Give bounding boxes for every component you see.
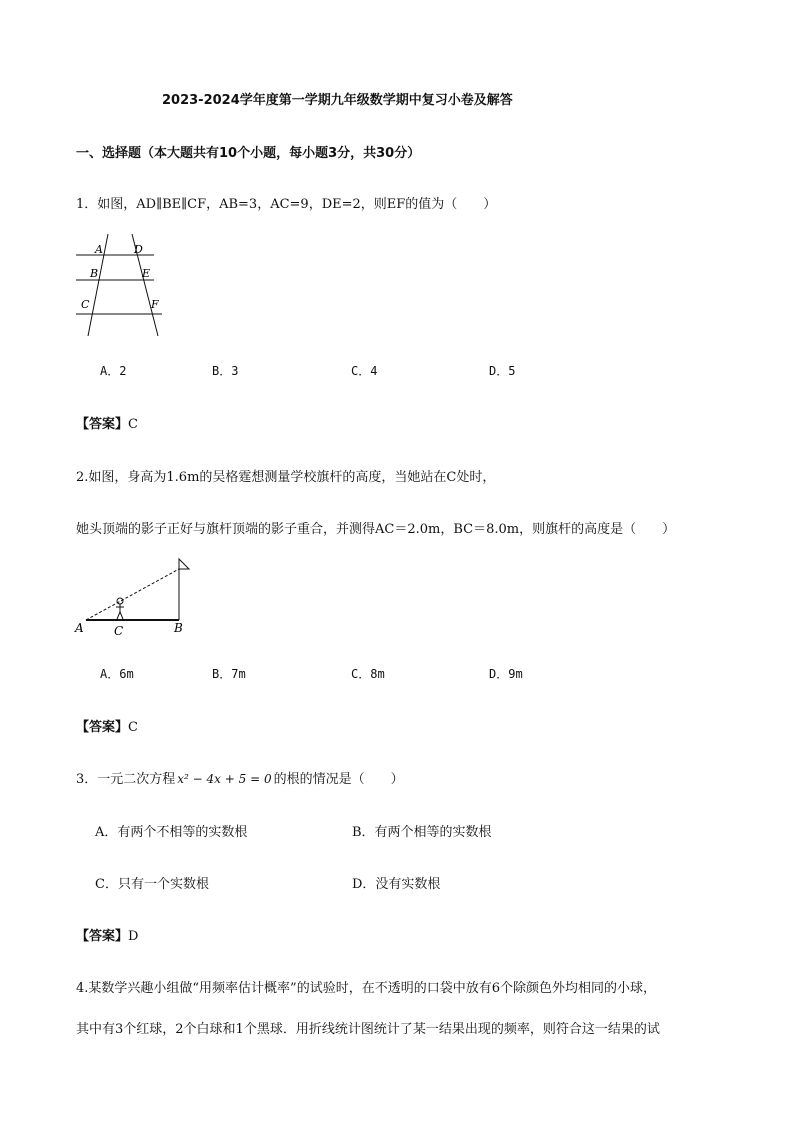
shadow-line	[86, 569, 179, 620]
q1-option-b: B．3	[212, 364, 239, 378]
section-heading: 一、选择题（本大题共有10个小题，每小题3分，共30分）	[76, 146, 421, 161]
q1-answer	[76, 413, 138, 432]
person-head	[117, 598, 123, 604]
answer-label: 【答案】	[76, 720, 129, 735]
question-1-text: 1．如图，AD∥BE∥CF，AB=3，AC=9，DE=2，则EF的值为（ ）	[76, 197, 497, 212]
label-d: D	[134, 243, 143, 256]
q3-option-a: A．有两个不相等的实数根	[95, 825, 248, 840]
q3-suffix: 的根的情况是（ ）	[273, 772, 404, 787]
q2-option-b: B．7m	[212, 667, 246, 681]
q1-option-d: D．5	[489, 364, 516, 378]
flag	[179, 559, 189, 569]
label-a: A	[95, 243, 103, 256]
q2-option-c: C．8m	[351, 667, 385, 681]
question-1-figure	[74, 230, 174, 340]
label-a: A	[75, 621, 84, 635]
answer-label: 【答案】	[76, 929, 129, 944]
label-f: F	[151, 298, 159, 311]
question-3-text	[76, 768, 404, 787]
q3-option-c: C．只有一个实数根	[95, 877, 209, 892]
question-2-line-2: 她头顶端的影子正好与旗杆顶端的影子重合，并测得AC＝2.0m，BC＝8.0m，则旗杆的高度是（ ）	[76, 522, 676, 537]
q3-prefix: 3．一元二次方程	[76, 772, 176, 787]
q2-option-a: A．6m	[100, 667, 134, 681]
q3-option-b: B．有两个相等的实数根	[352, 825, 492, 840]
q1-option-a: A．2	[100, 364, 127, 378]
answer-value: C	[128, 720, 138, 735]
q3-equation: x² − 4x + 5 = 0	[177, 772, 272, 786]
answer-value: C	[128, 417, 138, 432]
label-b: B	[174, 621, 183, 635]
q2-answer	[76, 716, 138, 735]
answer-label: 【答案】	[76, 417, 129, 432]
label-c: C	[114, 624, 124, 638]
question-2-figure	[72, 555, 197, 640]
label-b: B	[90, 267, 99, 280]
label-e: E	[142, 267, 151, 280]
q3-option-d: D．没有实数根	[352, 877, 441, 892]
question-2-line-1: 2.如图，身高为1.6m的吴格霆想测量学校旗杆的高度，当她站在C处时，	[76, 470, 496, 485]
q3-answer	[76, 925, 138, 944]
label-c: C	[81, 298, 90, 311]
page-title: 2023-2024学年度第一学期九年级数学期中复习小卷及解答	[162, 93, 513, 108]
question-4-line-2: 其中有3个红球，2个白球和1个黑球．用折线统计图统计了某一结果出现的频率，则符合这一结果的试	[76, 1022, 660, 1037]
q2-option-d: D．9m	[489, 667, 523, 681]
question-4-line-1: 4.某数学兴趣小组做“用频率估计概率”的试验时，在不透明的口袋中放有6个除颜色外均相同的小球，	[76, 981, 656, 996]
q1-option-c: C．4	[351, 364, 378, 378]
answer-value: D	[128, 929, 139, 944]
